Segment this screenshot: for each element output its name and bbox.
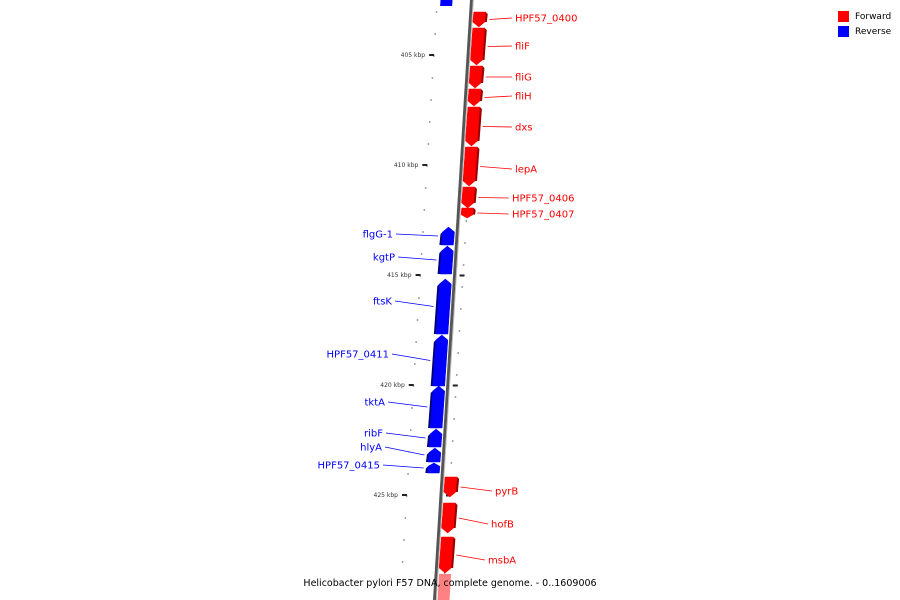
tick-label: 415 kbp	[387, 272, 412, 279]
gene-label: lepA	[515, 164, 538, 176]
gene-label: pyrB	[495, 486, 519, 498]
gene-leader-line	[480, 167, 512, 170]
gene-arrow-HPF57_0400	[473, 12, 486, 27]
legend-label-forward: Forward	[855, 11, 892, 22]
gene-label: HPF57_0415	[317, 460, 380, 472]
gene-arrow-ribF	[429, 429, 442, 447]
gene-leader-line	[489, 18, 512, 20]
gene-arrow-hofB	[442, 503, 456, 533]
gene-arrow-pyrB	[444, 477, 457, 497]
gene-label: fliF	[515, 41, 530, 53]
gene-label: hlyA	[360, 442, 382, 454]
gene-leader-line	[398, 257, 436, 260]
gene-leader-line	[460, 487, 492, 491]
gene-arrow-HPF57_0406	[462, 187, 475, 208]
tick-label: 410 kbp	[393, 162, 419, 169]
gene-arrow-flgG-1	[441, 227, 454, 245]
gene-arrow-hlyA	[428, 448, 441, 462]
gene-leader-line	[483, 127, 512, 128]
gene-label: HPF57_0400	[515, 13, 578, 25]
gene-arrow-HPF57_0407	[461, 208, 474, 218]
gene-arrow-fliH	[468, 89, 481, 106]
gene-leader-line	[478, 198, 509, 199]
gene-leader-line	[386, 433, 425, 438]
gene-leader-line	[456, 555, 485, 560]
gene-label: fliH	[515, 91, 532, 103]
gene-leader-line	[488, 46, 512, 47]
legend-swatch-reverse	[838, 26, 849, 37]
legend-item-reverse	[838, 24, 891, 39]
gene-leader-line	[385, 447, 424, 455]
gene-label: flgG-1	[362, 229, 393, 241]
tick-label: 425 kbp	[373, 492, 398, 499]
gene-label: ftsK	[372, 296, 392, 308]
map-caption: Helicobacter pylori F57 DNA, complete genome. - 0..1609006	[303, 578, 597, 589]
gene-arrow-kgtP	[440, 246, 454, 274]
gene-label: fliG	[515, 72, 532, 84]
gene-leader-line	[477, 213, 509, 214]
gene-label: HPF57_0411	[326, 349, 389, 361]
tick-label: 405 kbp	[400, 52, 426, 59]
gene-label: dxs	[515, 122, 533, 134]
legend-swatch-forward	[838, 11, 849, 22]
legend-label-reverse: Reverse	[855, 26, 892, 37]
gene-leader-line	[392, 354, 430, 361]
gene-label: tktA	[364, 397, 385, 409]
gene-label: kgtP	[372, 252, 395, 264]
legend-item-forward	[838, 9, 891, 24]
gene-label: ribF	[364, 428, 383, 440]
gene-leader-line	[396, 234, 438, 236]
gene-arrow-HPF57_0415	[427, 463, 440, 473]
gene-label: HPF57_0406	[512, 193, 575, 205]
gene-leader-line	[395, 301, 434, 307]
gene-arrow-partial-top	[440, 0, 452, 6]
gene-leader-line	[484, 96, 512, 98]
gene-arrow-fliG	[469, 66, 482, 88]
gene-leader-line	[388, 402, 427, 407]
gene-label: msbA	[488, 555, 517, 567]
tick-label: 420 kbp	[380, 382, 405, 389]
legend	[838, 9, 891, 39]
gene-leader-line	[383, 465, 424, 468]
gene-leader-line	[459, 518, 488, 524]
gene-label: hofB	[491, 519, 514, 531]
gene-label: HPF57_0407	[512, 209, 575, 221]
